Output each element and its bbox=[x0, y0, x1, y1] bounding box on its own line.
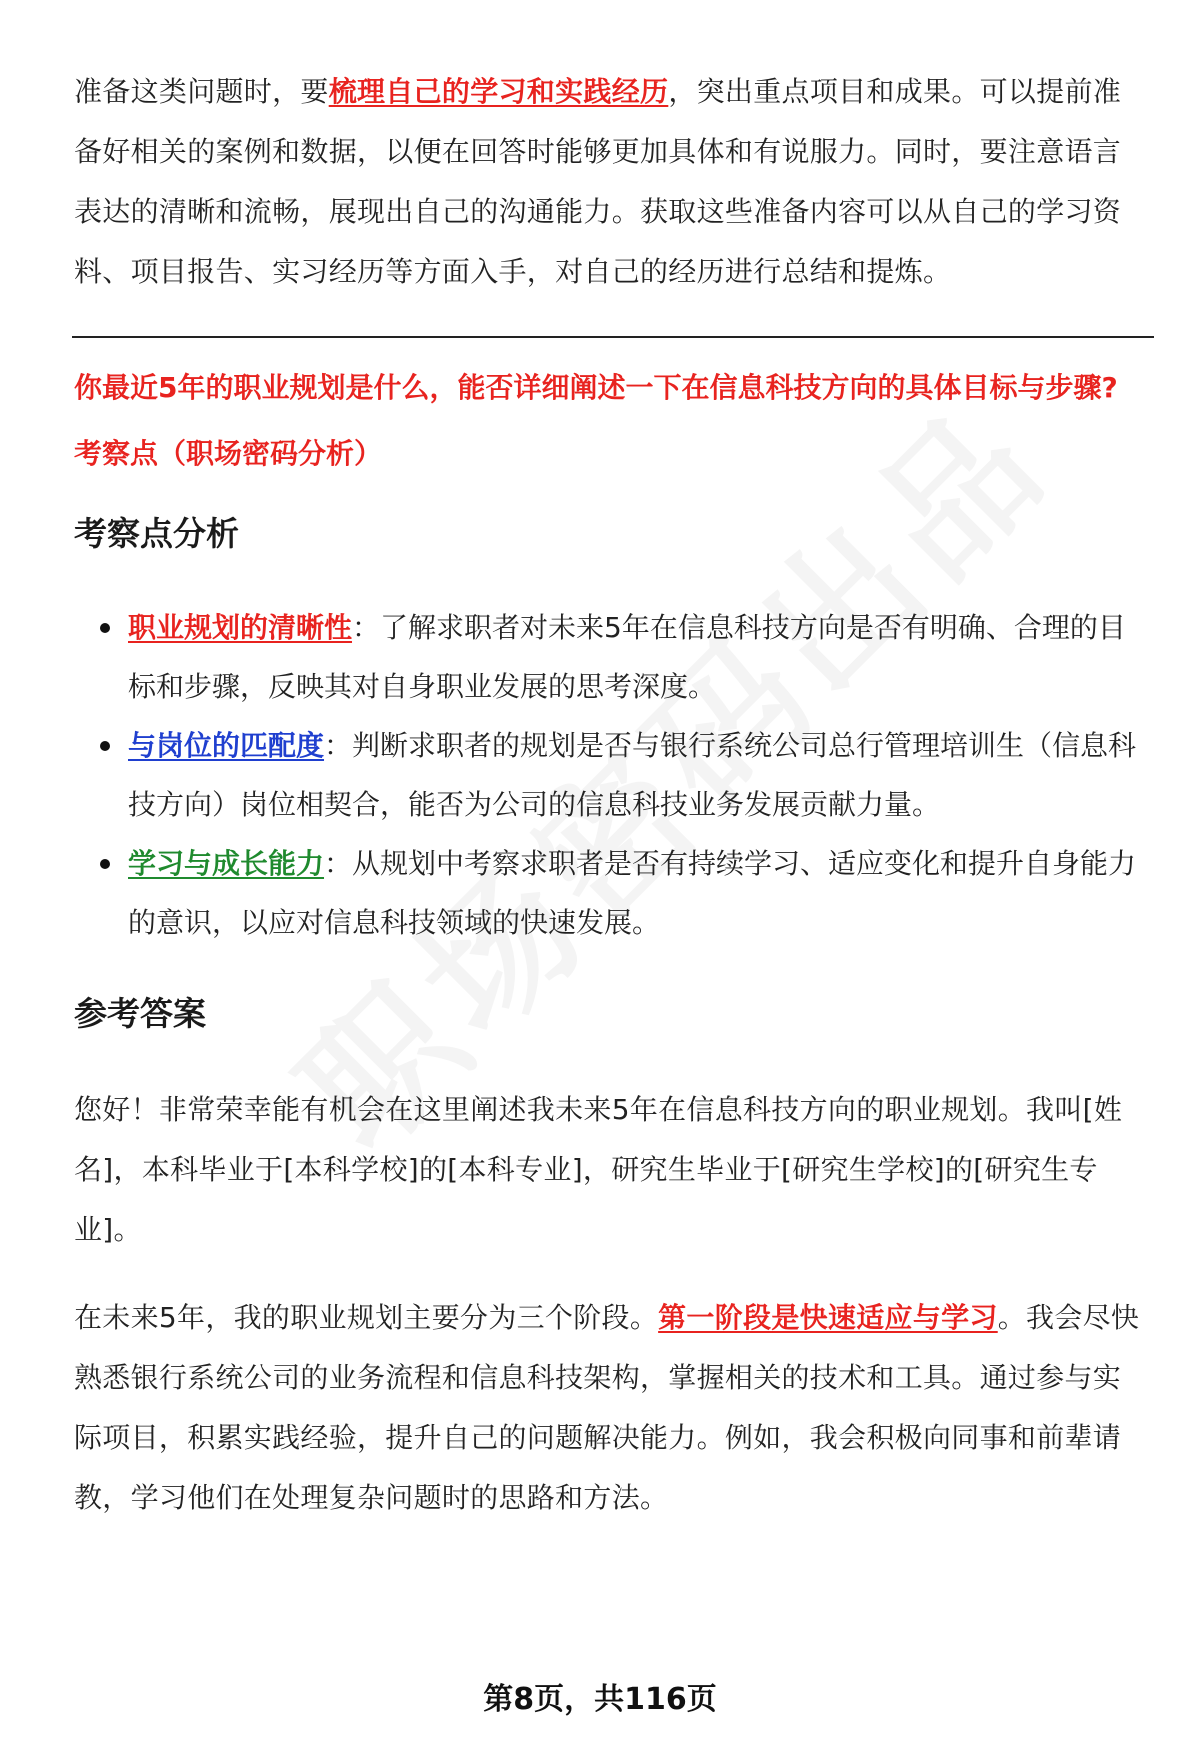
answer-highlight: 第一阶段是快速适应与学习 bbox=[658, 1301, 998, 1334]
page-content bbox=[74, 62, 1146, 1528]
point-label: 与岗位的匹配度 bbox=[128, 729, 325, 762]
point-text: 判断求职者的规划是否与银行系统公司总行管理培训生（信息科技方向）岗位相契合，能否为公司的信息科技业务发展贡献力量。 bbox=[128, 729, 1137, 821]
answer-text-1: 在未来5年，我的职业规划主要分为三个阶段。 bbox=[74, 1301, 659, 1334]
bullet-icon bbox=[100, 859, 110, 869]
point-text: 了解求职者对未来5年在信息科技方向是否有明确、合理的目标和步骤，反映其对自身职业发展的思考深度。 bbox=[128, 611, 1126, 703]
bullet-icon bbox=[100, 741, 110, 751]
section-divider bbox=[72, 336, 1154, 338]
analysis-heading: 考察点分析 bbox=[74, 514, 239, 553]
answer-text-2: 。我会尽快熟悉银行系统公司的业务流程和信息科技架构，掌握相关的技术和工具。通过参与实际项目，积累实践经验，提升自己的问题解决能力。例如，我会积极向同事和前辈请教，学习他们在处理复杂问题时的思路和方法。 bbox=[74, 1301, 1140, 1514]
intro-highlight: 梳理自己的学习和实践经历 bbox=[328, 75, 669, 108]
list-item bbox=[74, 598, 1146, 716]
answer-paragraph-2 bbox=[74, 1288, 1146, 1528]
interview-question: 你最近5年的职业规划是什么，能否详细阐述一下在信息科技方向的具体目标与步骤? bbox=[74, 371, 1118, 404]
point-colon: ： bbox=[352, 611, 381, 644]
list-item bbox=[74, 716, 1146, 834]
intro-paragraph bbox=[74, 62, 1146, 302]
intro-text-1: 准备这类问题时，要 bbox=[74, 75, 329, 108]
page-number: 第8页，共116页 bbox=[483, 1682, 717, 1717]
point-colon: ： bbox=[324, 729, 353, 762]
answer-heading: 参考答案 bbox=[74, 994, 206, 1033]
point-colon: ： bbox=[324, 847, 353, 880]
key-point-label: 考察点（职场密码分析） bbox=[74, 437, 383, 470]
point-label: 职业规划的清晰性 bbox=[128, 611, 353, 644]
answer-paragraph-1: 您好！非常荣幸能有机会在这里阐述我未来5年在信息科技方向的职业规划。我叫[姓名]，本科毕业于[本科学校]的[本科专业]，研究生毕业于[研究生学校]的[研究生专业]。 bbox=[74, 1093, 1123, 1246]
point-text: 从规划中考察求职者是否有持续学习、适应变化和提升自身能力的意识，以应对信息科技领域的快速发展。 bbox=[128, 847, 1137, 939]
bullet-icon bbox=[100, 623, 110, 633]
analysis-list bbox=[74, 598, 1146, 952]
point-label: 学习与成长能力 bbox=[128, 847, 325, 880]
intro-text-2: ，突出重点项目和成果。可以提前准备好相关的案例和数据，以便在回答时能够更加具体和有说服力。同时，要注意语言表达的清晰和流畅，展现出自己的沟通能力。获取这些准备内容可以从自己的学习资料、项目报告、实习经历等方面入手，对自己的经历进行总结和提炼。 bbox=[74, 75, 1122, 288]
list-item bbox=[74, 834, 1146, 952]
